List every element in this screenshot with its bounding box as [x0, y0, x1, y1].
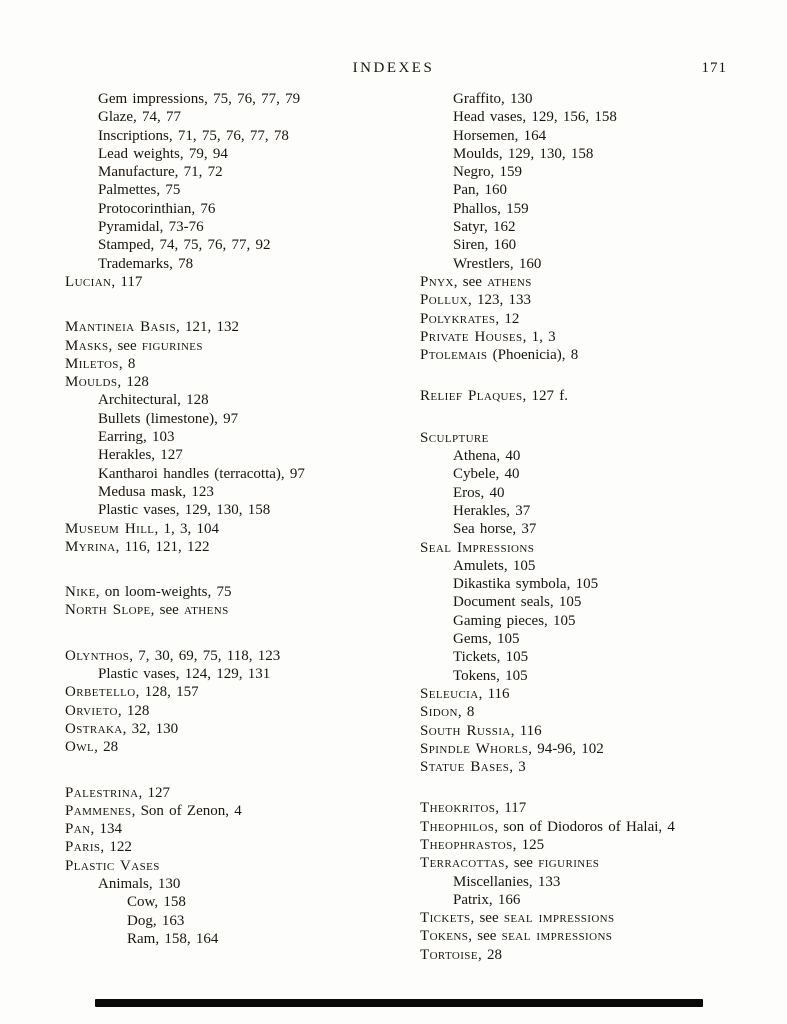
entry-term: Pollux	[420, 292, 469, 309]
entry-text: , 128	[117, 702, 150, 719]
entry-text: Athena, 40	[453, 448, 521, 465]
index-entry	[65, 410, 425, 428]
entry-term: Myrina	[65, 538, 116, 555]
entry-text: Cybele, 40	[453, 466, 520, 483]
entry-text: Phallos, 159	[453, 200, 529, 217]
index-group	[65, 318, 425, 556]
entry-term: South Russia	[420, 722, 511, 739]
index-entry	[420, 163, 780, 181]
entry-term: Terracottas	[420, 855, 505, 872]
entry-text: , 127 f.	[522, 388, 569, 405]
index-group	[65, 784, 425, 949]
entry-text: (Phoenicia), 8	[487, 347, 579, 364]
entry-text: Medusa mask, 123	[98, 483, 214, 500]
index-entry	[420, 218, 780, 236]
index-entry	[65, 337, 425, 355]
page-number: 171	[701, 60, 727, 76]
index-entry	[420, 722, 780, 740]
index-entry	[420, 593, 780, 611]
index-entry	[65, 720, 425, 738]
scan-artifact-bar	[95, 999, 703, 1007]
index-group	[65, 583, 425, 620]
index-entry	[420, 539, 780, 557]
index-entry	[65, 683, 425, 701]
index-entry	[420, 703, 780, 721]
entry-term: Plastic Vases	[65, 857, 160, 874]
entry-term: Tokens	[420, 928, 469, 945]
entry-text: Herakles, 37	[453, 502, 531, 519]
index-entry	[420, 108, 780, 126]
entry-term: Museum Hill	[65, 520, 155, 537]
entry-term: Moulds	[65, 374, 118, 391]
index-entry	[65, 255, 425, 273]
entry-text: , 125	[512, 836, 545, 853]
entry-text: , see	[468, 928, 502, 945]
entry-text: Cow, 158	[127, 894, 186, 911]
index-entry	[65, 355, 425, 373]
entry-text: , 122	[100, 839, 132, 856]
entry-text: Inscriptions, 71, 75, 76, 77, 78	[98, 127, 289, 144]
entry-text: Gems, 105	[453, 631, 520, 648]
index-entry	[65, 163, 425, 181]
index-entry	[65, 501, 425, 519]
index-column-right	[420, 90, 780, 964]
index-entry	[420, 891, 780, 909]
index-entry	[65, 857, 425, 875]
index-entry	[65, 218, 425, 236]
index-entry	[420, 484, 780, 502]
index-entry	[420, 818, 780, 836]
entry-term: Sculpture	[420, 429, 489, 446]
entry-term: Theokritos	[420, 800, 496, 817]
entry-text: Ram, 158, 164	[127, 930, 219, 947]
entry-term: Polykrates	[420, 310, 496, 327]
index-entry	[65, 520, 425, 538]
entry-text: , 94-96, 102	[528, 740, 604, 757]
index-entry	[420, 291, 780, 309]
index-entry	[420, 200, 780, 218]
entry-text: Moulds, 129, 130, 158	[453, 145, 594, 162]
entry-term: Theophrastos	[420, 836, 513, 853]
index-entry	[420, 273, 780, 291]
entry-text: Earring, 103	[98, 429, 175, 446]
index-entry	[420, 799, 780, 817]
entry-text: Eros, 40	[453, 484, 505, 501]
index-entry	[420, 873, 780, 891]
entry-text: , Son of Zenon, 4	[131, 802, 242, 819]
index-entry	[65, 127, 425, 145]
index-entry	[420, 328, 780, 346]
index-group	[420, 387, 780, 405]
index-entry	[65, 738, 425, 756]
index-entry	[65, 647, 425, 665]
page-header-title: INDEXES	[352, 60, 435, 76]
entry-text: , 117	[111, 273, 143, 290]
entry-text: Graffito, 130	[453, 91, 533, 107]
entry-term: Ptolemais	[420, 347, 488, 364]
entry-text: Plastic vases, 124, 129, 131	[98, 666, 271, 683]
entry-text: Tickets, 105	[453, 649, 529, 666]
index-entry	[420, 520, 780, 538]
entry-text: , 116, 121, 122	[115, 538, 210, 555]
index-group	[420, 799, 780, 964]
entry-text: Protocorinthian, 76	[98, 200, 216, 217]
index-entry	[65, 90, 425, 108]
entry-text: Dikastika symbola, 105	[453, 576, 599, 593]
index-entry	[65, 145, 425, 163]
entry-text: Wrestlers, 160	[453, 255, 542, 272]
index-entry	[65, 200, 425, 218]
entry-term: Nike	[65, 584, 96, 601]
entry-text: Siren, 160	[453, 237, 517, 254]
index-entry	[65, 875, 425, 893]
index-entry	[65, 483, 425, 501]
index-entry	[420, 310, 780, 328]
entry-text: , 123, 133	[468, 292, 532, 309]
entry-text: , 8	[118, 355, 136, 372]
index-entry	[420, 557, 780, 575]
entry-text: Gaming pieces, 105	[453, 612, 576, 629]
index-entry	[420, 255, 780, 273]
entry-term: Orbetello	[65, 684, 136, 701]
entry-term: seal impressions	[503, 910, 615, 927]
entry-text: , 7, 30, 69, 75, 118, 123	[129, 647, 281, 664]
entry-text: , 117	[495, 800, 527, 817]
index-entry	[65, 784, 425, 802]
entry-term: seal impressions	[501, 928, 613, 945]
index-entry	[420, 465, 780, 483]
index-group	[420, 429, 780, 777]
entry-term: Orvieto	[65, 702, 118, 719]
entry-text: Horsemen, 164	[453, 127, 547, 144]
entry-term: Masks	[65, 337, 109, 354]
entry-text: Animals, 130	[98, 875, 181, 892]
index-entry	[420, 145, 780, 163]
entry-text: , 3	[509, 759, 526, 776]
entry-text: , 1, 3	[522, 328, 556, 345]
index-entry	[420, 648, 780, 666]
entry-text: , see	[453, 273, 488, 290]
index-entry	[65, 583, 425, 601]
entry-text: , 128	[117, 374, 149, 391]
entry-term: Pammenes	[65, 802, 132, 819]
entry-text: , 128, 157	[135, 684, 199, 701]
entry-text: Negro, 159	[453, 164, 522, 181]
entry-term: Lucian	[65, 273, 112, 290]
entry-text: Document seals, 105	[453, 594, 582, 611]
entry-term: Olynthos	[65, 647, 130, 664]
entry-text: , 116	[478, 685, 510, 702]
entry-term: Private Houses	[420, 328, 523, 345]
index-entry	[420, 740, 780, 758]
index-entry	[420, 346, 780, 364]
index-column-left	[65, 90, 425, 948]
index-entry	[65, 665, 425, 683]
entry-term: North Slope	[65, 602, 151, 619]
entry-text: , 1, 3, 104	[154, 520, 219, 537]
entry-text: Pyramidal, 73-76	[98, 219, 204, 236]
index-entry	[420, 502, 780, 520]
entry-text: , 8	[457, 704, 475, 721]
entry-term: figurines	[141, 337, 203, 354]
entry-text: Stamped, 74, 75, 76, 77, 92	[98, 237, 271, 254]
index-entry	[420, 181, 780, 199]
index-entry	[420, 685, 780, 703]
entry-text: Pan, 160	[453, 182, 507, 199]
entry-text: , son of Diodoros of Halai, 4	[494, 818, 675, 835]
index-entry	[420, 387, 780, 405]
entry-text: , 116	[510, 722, 542, 739]
entry-text: Head vases, 129, 156, 158	[453, 109, 617, 126]
entry-text: Palmettes, 75	[98, 182, 181, 199]
index-entry	[65, 181, 425, 199]
index-entry	[65, 318, 425, 336]
entry-term: Relief Plaques	[420, 388, 523, 405]
entry-text: Gem impressions, 75, 76, 77, 79	[98, 91, 301, 107]
entry-text: Amulets, 105	[453, 557, 536, 574]
entry-text: , 28	[94, 739, 119, 756]
entry-text: , 121, 132	[175, 319, 239, 336]
index-entry	[65, 802, 425, 820]
entry-text: , 134	[90, 821, 122, 838]
index-entry	[65, 465, 425, 483]
entry-term: athens	[487, 273, 532, 290]
entry-text: Dog, 163	[127, 912, 185, 929]
entry-text: Trademarks, 78	[98, 255, 194, 272]
index-group	[420, 90, 780, 364]
entry-text: Tokens, 105	[453, 667, 528, 684]
entry-term: Spindle Whorls	[420, 740, 529, 757]
entry-text: Bullets (limestone), 97	[98, 410, 239, 427]
index-entry	[65, 428, 425, 446]
entry-term: Ostraka	[65, 720, 123, 737]
entry-term: Pan	[65, 821, 91, 838]
entry-text: , 32, 130	[122, 720, 179, 737]
index-entry	[65, 373, 425, 391]
entry-term: figurines	[538, 855, 600, 872]
index-entry	[65, 236, 425, 254]
entry-term: Palestrina	[65, 784, 139, 801]
index-entry	[420, 854, 780, 872]
index-entry	[420, 758, 780, 776]
page-header	[0, 60, 787, 80]
entry-term: Seleucia	[420, 685, 479, 702]
entry-text: , see	[108, 337, 142, 354]
entry-term: Theophilos	[420, 818, 495, 835]
index-entry	[65, 601, 425, 619]
entry-term: Owl	[65, 739, 95, 756]
entry-text: , see	[504, 855, 539, 872]
entry-text: Herakles, 127	[98, 447, 183, 464]
index-entry	[420, 667, 780, 685]
index-group	[65, 647, 425, 757]
entry-term: Tickets	[420, 910, 471, 927]
entry-text: Sea horse, 37	[453, 521, 537, 538]
index-entry	[65, 893, 425, 911]
index-entry	[65, 702, 425, 720]
entry-text: Manufacture, 71, 72	[98, 164, 223, 181]
entry-text: Miscellanies, 133	[453, 873, 561, 890]
index-entry	[420, 236, 780, 254]
index-entry	[420, 612, 780, 630]
index-entry	[65, 273, 425, 291]
entry-text: , 12	[495, 310, 520, 327]
index-entry	[420, 575, 780, 593]
index-entry	[65, 838, 425, 856]
index-entry	[420, 927, 780, 945]
entry-text: , on loom-weights, 75	[95, 584, 232, 601]
index-entry	[65, 538, 425, 556]
entry-term: Tortoise	[420, 946, 478, 963]
entry-text: Patrix, 166	[453, 891, 521, 908]
entry-term: Seal Impressions	[420, 539, 535, 556]
entry-term: Miletos	[65, 355, 119, 372]
index-group	[65, 90, 425, 291]
index-entry	[420, 447, 780, 465]
entry-term: Sidon	[420, 704, 458, 721]
entry-term: Statue Bases	[420, 759, 510, 776]
index-entry	[65, 930, 425, 948]
index-entry	[420, 429, 780, 447]
index-entry	[420, 630, 780, 648]
index-entry	[65, 391, 425, 409]
entry-text: , see	[470, 910, 504, 927]
entry-text: , see	[150, 602, 185, 619]
index-entry	[420, 946, 780, 964]
index-entry	[420, 836, 780, 854]
index-entry	[65, 912, 425, 930]
index-entry	[65, 446, 425, 464]
index-entry	[420, 909, 780, 927]
index-entry	[65, 820, 425, 838]
index-entry	[65, 108, 425, 126]
entry-text: Satyr, 162	[453, 219, 516, 236]
entry-text: , 28	[477, 946, 502, 963]
entry-term: athens	[184, 602, 229, 619]
entry-text: Plastic vases, 129, 130, 158	[98, 502, 271, 519]
entry-term: Pnyx	[420, 273, 454, 290]
index-entry	[420, 90, 780, 108]
entry-term: Paris	[65, 839, 101, 856]
entry-text: Kantharoi handles (terracotta), 97	[98, 465, 305, 482]
entry-text: Lead weights, 79, 94	[98, 145, 228, 162]
entry-text: Glaze, 74, 77	[98, 109, 181, 126]
entry-text: Architectural, 128	[98, 392, 209, 409]
entry-text: , 127	[138, 784, 170, 801]
index-entry	[420, 127, 780, 145]
entry-term: Mantineia Basis	[65, 319, 176, 336]
